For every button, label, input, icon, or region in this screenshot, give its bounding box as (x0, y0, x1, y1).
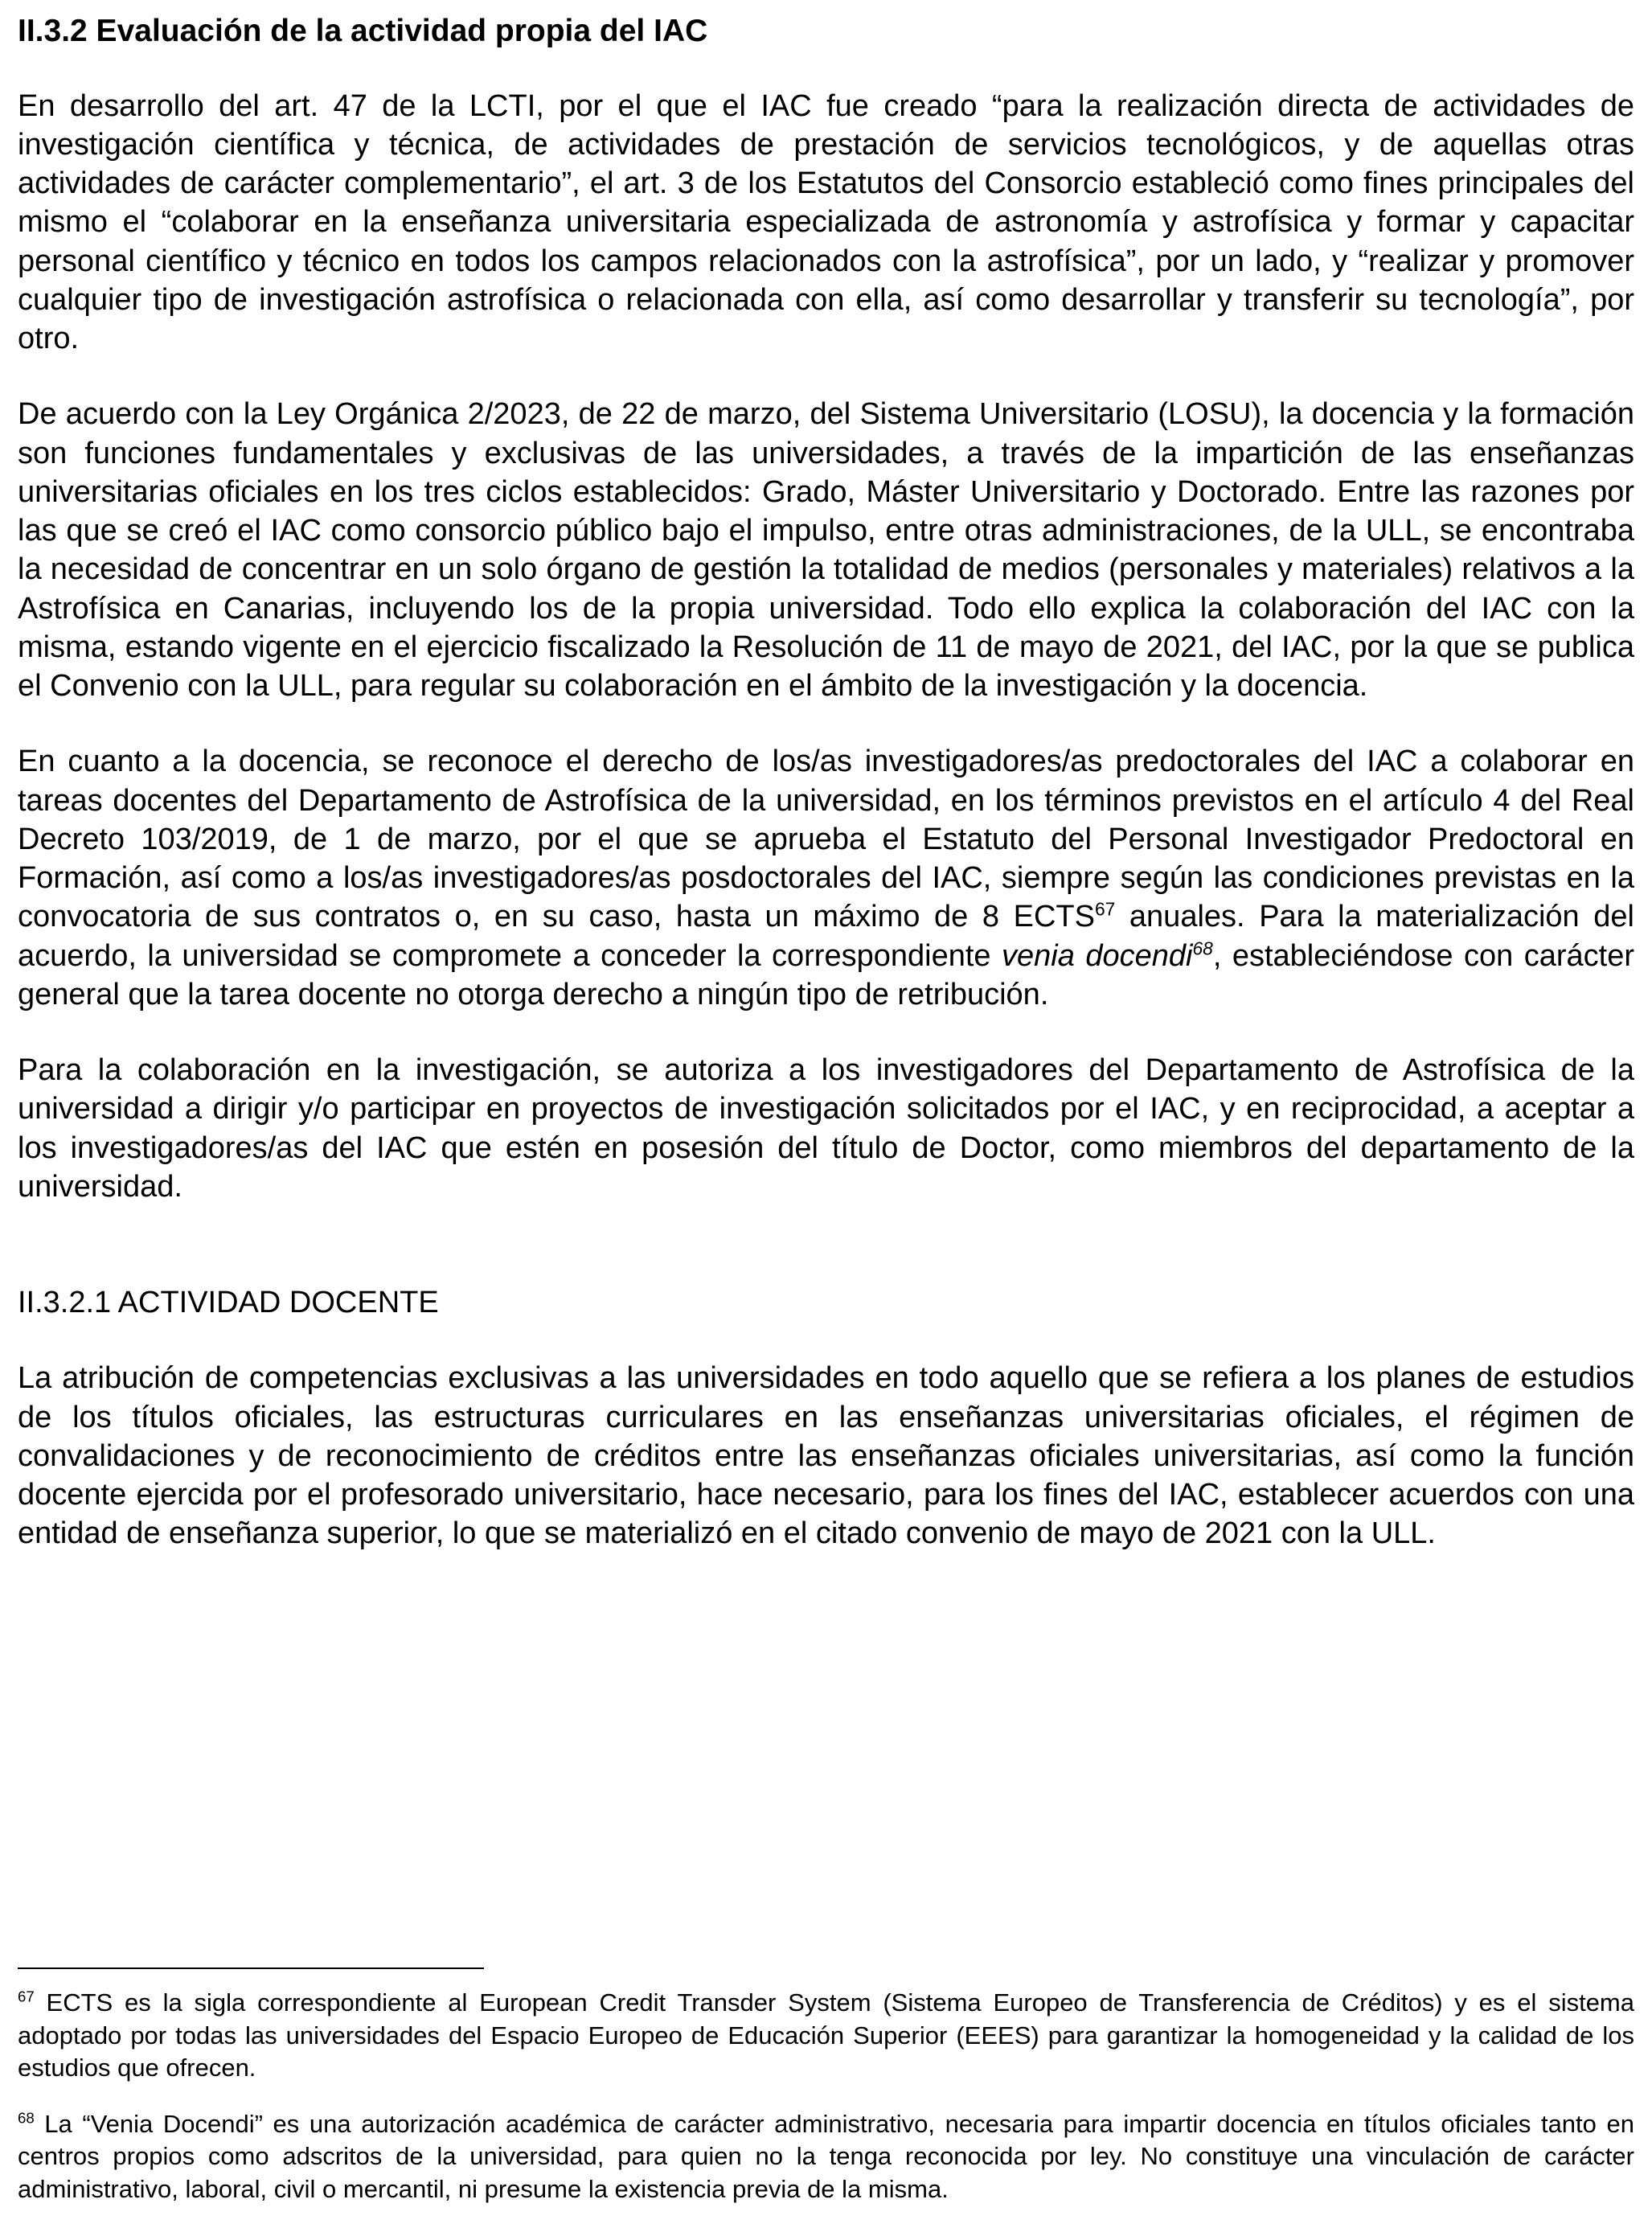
footnote-separator (18, 1967, 484, 1969)
footnote-section (18, 1967, 1634, 2205)
paragraph-text: anuales. Para la materialización del acuerdo, la universidad se compromete a conceder la correspondiente (18, 900, 1635, 973)
footnote-number-67: 67 (18, 1988, 35, 2005)
paragraph-losu: De acuerdo con la Ley Orgánica 2/2023, de 22 de marzo, del Sistema Universitario (LOSU), la docencia y la formación son funciones fundamentales y exclusivas de las universidades, a través de la impartición de las enseñanzas universitarias oficiales en los tres ciclos establecidos: Grado, Máster Universitario y Doctorado. Entre las razones por las que se creó el IAC como consorcio público bajo el impulso, entre otras administraciones, de la ULL, se encontraba la necesidad de concentrar en un solo órgano de gestión la totalidad de medios (personales y materiales) relativos a la Astrofísica en Canarias, incluyendo los de la propia universidad. Todo ello explica la colaboración del IAC con la misma, estando vigente en el ejercicio fiscalizado la Resolución de 11 de mayo de 2021, del IAC, por la que se publica el Convenio con la ULL, para regular su colaboración en el ámbito de la investigación y la docencia. (18, 397, 1634, 704)
footnote-number-68: 68 (18, 2109, 35, 2127)
paragraph-actividad-docente: La atribución de competencias exclusivas a las universidades en todo aquello que se refiera a los planes de estudios de los títulos oficiales, las estructuras curriculares en las enseñanzas universitarias oficiales, el régimen de convalidaciones y de reconocimiento de créditos entre las enseñanzas oficiales universitarias, así como la función docente ejercida por el profesorado universitario, hace necesario, para los fines del IAC, establecer acuerdos con una entidad de enseñanza superior, lo que se materializó en el citado convenio de mayo de 2021 con la ULL. (18, 1361, 1634, 1551)
footnote-ref-68: 68 (1192, 937, 1213, 958)
paragraph-text: En cuanto a la docencia, se reconoce el derecho de los/as investigadores/as predoctorales del IAC a colaborar en tareas docentes del Departamento de Astrofísica de la universidad, en los términos previstos en el artículo 4 del Real Decreto 103/2019, de 1 de marzo, por el que se aprueba el Estatuto del Personal Investigador Predoctoral en Formación, así como a los/as investigadores/as posdoctorales del IAC, siempre según las condiciones previstas en la convocatoria de sus contratos o, en su caso, hasta un máximo de 8 ECTS (18, 745, 1634, 934)
subsection-heading: II.3.2.1 ACTIVIDAD DOCENTE (18, 1286, 439, 1320)
section-heading: II.3.2 Evaluación de la actividad propia del IAC (18, 14, 708, 48)
footnote-67 (18, 1987, 1634, 2084)
italic-text: venia docendi (1002, 938, 1193, 973)
paragraph-docencia (18, 742, 1634, 1014)
footnote-text-67: ECTS es la sigla correspondiente al European Credit Transder System (Sistema Europeo de Transferencia de Créditos) y es el sistema adoptado por todas las universidades del Espacio Europeo de Educación Superior (EEES) para garantizar la homogeneidad y la calidad de los estudios que ofrecen. (18, 1988, 1634, 2082)
venia-docendi-italic (1002, 939, 1213, 973)
footnote-text-68: La “Venia Docendi” es una autorización académica de carácter administrativo, necesaria para impartir docencia en títulos oficiales tanto en centros propios como adscritos de la universidad, para quien no la tenga reconocida por ley. No constituye una vinculación de carácter administrativo, laboral, civil o mercantil, ni presume la existencia previa de la misma. (18, 2110, 1634, 2203)
paragraph-investigacion: Para la colaboración en la investigación, se autoriza a los investigadores del Departamento de Astrofísica de la universidad a dirigir y/o participar en proyectos de investigación solicitados por el IAC, y en reciprocidad, a aceptar a los investigadores/as del IAC que estén en posesión del título de Doctor, como miembros del departamento de la universidad. (18, 1053, 1634, 1204)
footnote-ref-67: 67 (1094, 898, 1116, 920)
paragraph-text: , estableciéndose con carácter general que la tarea docente no otorga derecho a ningún tipo de retribución. (18, 938, 1634, 1011)
footnote-68 (18, 2108, 1634, 2205)
paragraph-estatutos: En desarrollo del art. 47 de la LCTI, por el que el IAC fue creado “para la realización directa de actividades de investigación científica y técnica, de actividades de prestación de servicios tecnológicos, y de aquellas otras actividades de carácter complementario”, el art. 3 de los Estatutos del Consorcio estableció como fines principales del mismo el “colaborar en la enseñanza universitaria especializada de astronomía y astrofísica y formar y capacitar personal científico y técnico en todos los campos relacionados con la astrofísica”, por un lado, y “realizar y promover cualquier tipo de investigación astrofísica o relacionada con ella, así como desarrollar y transferir su tecnología”, por otro. (18, 88, 1634, 356)
